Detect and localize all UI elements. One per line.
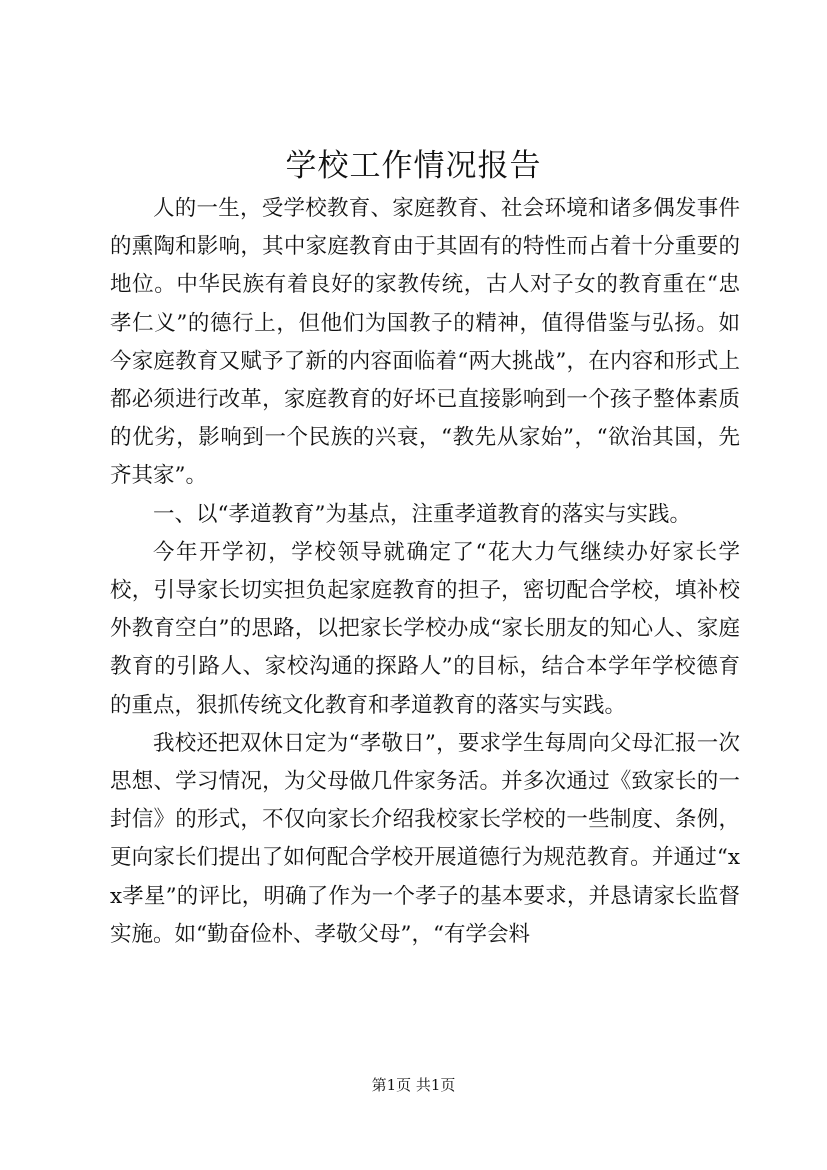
page-footer: 第1页 共1页 xyxy=(371,1076,456,1094)
document-body xyxy=(110,190,740,954)
document-title: 学校工作情况报告 xyxy=(285,148,542,184)
paragraph-school-plan: 今年开学初，学校领导就确定了“花大力气继续办好家长学校，引导家长切实担负起家庭教育的担子，密切配合学校，填补校外教育空白”的思路，以把家长学校办成“家长朋友的知心人、家庭教育的引路人、家校沟通的探路人”的目标，结合本学年学校德育的重点，狠抓传统文化教育和孝道教育的落实与实践。 xyxy=(110,539,740,718)
paragraph-filial-day: 我校还把双休日定为“孝敬日”，要求学生每周向父母汇报一次思想、学习情况，为父母做几件家务活。并多次通过《致家长的一封信》的形式，不仅向家长介绍我校家长学校的一些制度、条例，更向家长们提出了如何配合学校开展道德行为规范教育。并通过“xx孝星”的评比，明确了作为一个孝子的基本要求，并恳请家长监督实施。如“勤奋俭朴、孝敬父母”，“有学会料 xyxy=(110,730,740,947)
paragraph-section-heading: 一、以“孝道教育”为基点，注重孝道教育的落实与实践。 xyxy=(153,501,691,527)
paragraph-intro: 人的一生，受学校教育、家庭教育、社会环境和诸多偶发事件的熏陶和影响，其中家庭教育由于其固有的特性而占着十分重要的地位。中华民族有着良好的家教传统，古人对子女的教育重在“忠孝仁义”的德行上，但他们为国教子的精神，值得借鉴与弘扬。如今家庭教育又赋予了新的内容面临着“两大挑战”，在内容和形式上都必须进行改革，家庭教育的好坏已直接影响到一个孩子整体素质的优劣，影响到一个民族的兴衰，“教先从家始”，“欲治其国，先齐其家”。 xyxy=(110,196,740,489)
